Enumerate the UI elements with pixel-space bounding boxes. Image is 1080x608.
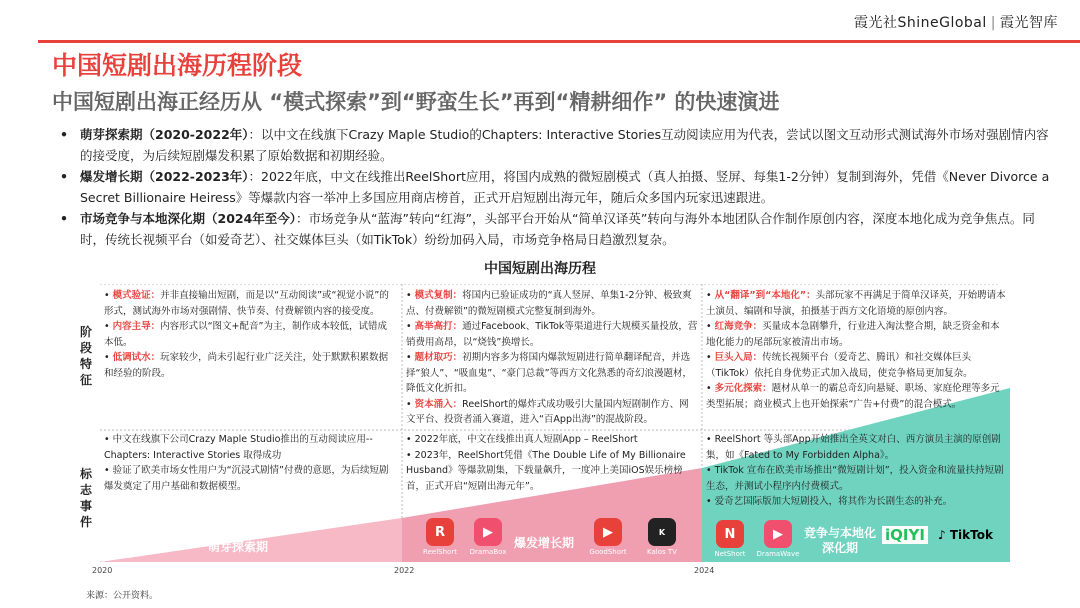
event-text: 2022年底，中文在线推出真人短剧App – ReelShort bbox=[414, 434, 638, 445]
dramabox-logo-icon: ▶ bbox=[474, 518, 502, 546]
bullet-item: • 爆发增长期（2022-2023年）：2022年底，中文在线推出ReelShort应用，将国内成熟的微短剧模式（真人拍摄、竖屏、每集1-2分钟）复制到海外，凭借《Never Divorce a Secret Billionaire Heiress》等爆款内容一举冲上多国应用商店榜首，正式开启短剧出海元年，随后众多国内玩家迅速跟进。 bbox=[60, 169, 1050, 205]
app-name: NetShort bbox=[714, 550, 746, 558]
feature-item: • 资本涌入：ReelShort的爆炸式成功吸引大量国内短剧制作方、网文平台、投资者涌入赛道，进入“百App出海”的混战阶段。 bbox=[406, 398, 689, 425]
timeline-title: 中国短剧出海历程 bbox=[484, 261, 596, 277]
row-label-features: 阶段特征 bbox=[79, 325, 92, 387]
feature-key: 模式验证： bbox=[112, 290, 161, 301]
feature-key: 资本涌入： bbox=[414, 398, 463, 410]
bullet-term: 萌芽探索期（2020-2022年） bbox=[80, 127, 249, 142]
feature-text: 头部玩家不再满足于简单汉译英，开始聘请本土演员、编剧和导演，拍摄基于西方文化语境的原创内容。 bbox=[706, 290, 1006, 317]
feature-key: 模式复制： bbox=[414, 290, 463, 301]
tiktok-logo-icon: ♪ TikTok bbox=[938, 528, 993, 542]
bullet-list bbox=[60, 124, 1050, 250]
feature-text: 玩家较少，尚未引起行业广泛关注，处于默默积累数据和经验的阶段。 bbox=[104, 352, 389, 379]
phase3-features bbox=[706, 288, 1006, 428]
bullet-text: ：以中文在线旗下Crazy Maple Studio的Chapters: Interactive Stories互动阅读应用为代表，尝试以图文互动形式测试海外市场对强剧情内容的接受度，为后续短剧爆发积累了原始数据和初期经验。 bbox=[80, 127, 1049, 163]
feature-key: 多元化探索： bbox=[714, 383, 772, 394]
phase1-features bbox=[104, 288, 396, 428]
event-text: ReelShort 等头部App开始推出全英文对白、西方演员主演的原创剧集，如《Fated to My Forbidden Alpha》。 bbox=[706, 434, 1001, 461]
event-item: • 爱奇艺国际版加大短剧投入，将其作为长剧生态的补充。 bbox=[706, 496, 953, 507]
feature-item: • 模式复制：将国内已验证成功的“真人竖屏、单集1-2分钟、极致爽点、付费解锁”的微短剧模式完整复制到海外。 bbox=[406, 290, 692, 317]
brand-header bbox=[854, 12, 1058, 32]
app-name: DramaBox bbox=[469, 548, 507, 556]
feature-text: 买量成本急剧攀升，行业进入淘汰整合期，缺乏资金和本地化能力的尾部玩家被清出市场。 bbox=[706, 321, 1000, 348]
app-name: DramaWave bbox=[756, 550, 800, 558]
feature-item: • 题材取巧：初期内容多为将国内爆款短剧进行简单翻译配音，并选择“狼人”、“吸血鬼”、“豪门总裁”等西方文化熟悉的奇幻浪漫题材，降低文化折扣。 bbox=[406, 352, 693, 394]
event-item: • TikTok 宣布在欧美市场推出“微短剧计划”，投入资金和流量扶持短剧生态，并测试小程序内付费模式。 bbox=[706, 465, 1004, 492]
feature-text: ReelShort的爆炸式成功吸引大量国内短剧制作方、网文平台、投资者涌入赛道，进入“百App出海”的混战阶段。 bbox=[406, 398, 689, 425]
phase2-name: 爆发增长期 bbox=[514, 536, 575, 550]
event-item: • 中文在线旗下公司Crazy Maple Studio推出的互动阅读应用--Chapters: Interactive Stories 取得成功 bbox=[104, 434, 373, 461]
phase3-name: 竞争与本地化深化期 bbox=[803, 526, 876, 555]
iqiyi-logo-icon: iQIYI bbox=[882, 526, 928, 544]
feature-item: • 巨头入局：传统长视频平台（爱奇艺、腾讯）和社交媒体巨头（TikTok）依托自身优势正式加入战局，使竞争格局更加复杂。 bbox=[706, 352, 973, 379]
event-item: • 验证了欧美市场女性用户为“沉浸式剧情”付费的意愿，为后续短剧爆发奠定了用户基础和数据模型。 bbox=[104, 465, 389, 492]
page-title: 中国短剧出海历程阶段 bbox=[52, 51, 303, 80]
feature-item: • 低调试水：玩家较少，尚未引起行业广泛关注，处于默默积累数据和经验的阶段。 bbox=[104, 352, 389, 379]
row-label-events: 标志事件 bbox=[79, 467, 92, 529]
brand-separator: | bbox=[990, 15, 996, 31]
reelshort-logo-icon: R bbox=[426, 518, 454, 546]
phase1-events bbox=[104, 432, 396, 532]
bullet-item: • 市场竞争与本地深化期（2024年至今）：市场竞争从“蓝海”转向“红海”，头部平台开始从“简单汉译英”转向与海外本地团队合作制作原创内容，深度本地化成为竞争焦点。同时，传统长视频平台（如爱奇艺）、社交媒体巨头（如TikTok）纷纷加码入局，市场竞争格局日趋激烈复杂。 bbox=[60, 211, 1035, 247]
event-text: TikTok 宣布在欧美市场推出“微短剧计划”，投入资金和流量扶持短剧生态，并测试小程序内付费模式。 bbox=[706, 465, 1004, 492]
bullet-item: • 萌芽探索期（2020-2022年）：以中文在线旗下Crazy Maple Studio的Chapters: Interactive Stories互动阅读应用为代表，尝试以图文互动形式测试海外市场对强剧情内容的接受度，为后续短剧爆发积累了原始数据和初期经验。 bbox=[60, 127, 1049, 163]
event-text: 中文在线旗下公司Crazy Maple Studio推出的互动阅读应用--Chapters: Interactive Stories 取得成功 bbox=[104, 434, 373, 461]
app-name: ReelShort bbox=[423, 548, 457, 556]
year-label: 2022 bbox=[394, 566, 415, 575]
bullet-text: ：市场竞争从“蓝海”转向“红海”，头部平台开始从“简单汉译英”转向与海外本地团队合作制作原创内容，深度本地化成为竞争焦点。同时，传统长视频平台（如爱奇艺）、社交媒体巨头（如TikTok）纷纷加码入局，市场竞争格局日趋激烈复杂。 bbox=[80, 211, 1035, 247]
bullet-term: 市场竞争与本地深化期（2024年至今） bbox=[80, 211, 297, 226]
feature-text: 题材从单一的霸总奇幻向悬疑、职场、家庭伦理等多元类型拓展；商业模式上也开始探索“广告+付费”的混合模式。 bbox=[706, 383, 1000, 410]
feature-text: 并非直接输出短剧，而是以“互动阅读”或“视觉小说”的形式，测试海外市场对强剧情、快节奏、付费解锁内容的接受度。 bbox=[104, 290, 389, 317]
feature-item: • 从“翻译”到“本地化”：头部玩家不再满足于简单汉译英，开始聘请本土演员、编剧和导演，拍摄基于西方文化语境的原创内容。 bbox=[706, 290, 1006, 317]
feature-key: 巨头入局： bbox=[714, 352, 763, 363]
phase3-events bbox=[706, 432, 1006, 532]
year-label: 2020 bbox=[92, 566, 113, 575]
feature-key: 红海竞争： bbox=[714, 321, 763, 332]
event-item: • 2023年，ReelShort凭借《The Double Life of My Billionaire Husband》等爆款剧集，下载量飙升，一度冲上美国iOS娱乐榜榜首，正式开启“短剧出海元年”。 bbox=[406, 449, 686, 492]
app-name: GoodShort bbox=[589, 548, 627, 556]
feature-text: 内容形式以“图文+配音”为主，制作成本较低，试错成本低。 bbox=[104, 321, 387, 348]
feature-key: 从“翻译”到“本地化”： bbox=[714, 290, 816, 301]
feature-key: 题材取巧： bbox=[414, 352, 463, 363]
feature-item: • 红海竞争：买量成本急剧攀升，行业进入淘汰整合期，缺乏资金和本地化能力的尾部玩家被清出市场。 bbox=[706, 321, 1000, 348]
phase1-name: 萌芽探索期 bbox=[208, 540, 269, 554]
feature-item: • 多元化探索：题材从单一的霸总奇幻向悬疑、职场、家庭伦理等多元类型拓展；商业模式上也开始探索“广告+付费”的混合模式。 bbox=[706, 383, 1000, 410]
tiktok-label: TikTok bbox=[949, 528, 993, 542]
netshort-logo-icon: N bbox=[716, 520, 744, 548]
feature-text: 初期内容多为将国内爆款短剧进行简单翻译配音，并选择“狼人”、“吸血鬼”、“豪门总裁”等西方文化熟悉的奇幻浪漫题材，降低文化折扣。 bbox=[406, 352, 693, 394]
brand-shineglobal: 霞光社ShineGlobal bbox=[853, 15, 987, 31]
feature-item: • 高举高打：通过Facebook、TikTok等渠道进行大规模买量投放，营销费用高昂，以“烧钱”换增长。 bbox=[406, 321, 698, 348]
feature-key: 高举高打： bbox=[414, 321, 463, 332]
feature-key: 内容主导： bbox=[112, 321, 161, 332]
brand-xiaguang: 霞光智库 bbox=[1000, 15, 1058, 31]
event-text: 爱奇艺国际版加大短剧投入，将其作为长剧生态的补充。 bbox=[714, 496, 953, 507]
feature-key: 低调试水： bbox=[112, 352, 161, 363]
source-note: 来源：公开资料。 bbox=[86, 591, 159, 601]
event-text: 验证了欧美市场女性用户为“沉浸式剧情”付费的意愿，为后续短剧爆发奠定了用户基础和数据模型。 bbox=[104, 465, 389, 492]
phase2-events bbox=[406, 432, 698, 532]
page-subtitle: 中国短剧出海正经历从 “模式探索”到“野蛮生长”再到“精耕细作” 的快速演进 bbox=[52, 90, 780, 114]
bullet-text: ：2022年底，中文在线推出ReelShort应用，将国内成熟的微短剧模式（真人拍摄、竖屏、每集1-2分钟）复制到海外，凭借《Never Divorce a Secret Billionaire Heiress》等爆款内容一举冲上多国应用商店榜首，正式开启短剧出海元年，随后众多国内玩家迅速跟进。 bbox=[80, 169, 1050, 205]
event-item: • 2022年底，中文在线推出真人短剧App – ReelShort bbox=[406, 434, 638, 445]
feature-item: • 模式验证：并非直接输出短剧，而是以“互动阅读”或“视觉小说”的形式，测试海外市场对强剧情、快节奏、付费解锁内容的接受度。 bbox=[104, 290, 389, 317]
event-text: 2023年，ReelShort凭借《The Double Life of My Billionaire Husband》等爆款剧集，下载量飙升，一度冲上美国iOS娱乐榜榜首，正式开启“短剧出海元年”。 bbox=[406, 449, 686, 492]
feature-text: 将国内已验证成功的“真人竖屏、单集1-2分钟、极致爽点、付费解锁”的微短剧模式完整复制到海外。 bbox=[406, 290, 692, 317]
year-label: 2024 bbox=[694, 566, 715, 575]
feature-text: 传统长视频平台（爱奇艺、腾讯）和社交媒体巨头（TikTok）依托自身优势正式加入战局，使竞争格局更加复杂。 bbox=[706, 352, 973, 379]
dramawave-logo-icon: ▶ bbox=[764, 520, 792, 548]
feature-item: • 内容主导：内容形式以“图文+配音”为主，制作成本较低，试错成本低。 bbox=[104, 321, 387, 348]
event-item: • ReelShort 等头部App开始推出全英文对白、西方演员主演的原创剧集，如《Fated to My Forbidden Alpha》。 bbox=[706, 434, 1001, 461]
goodshort-logo-icon: ▶ bbox=[594, 518, 622, 546]
timeline-panel bbox=[70, 284, 1010, 562]
feature-text: 通过Facebook、TikTok等渠道进行大规模买量投放，营销费用高昂，以“烧钱”换增长。 bbox=[406, 321, 698, 348]
phase2-features bbox=[406, 288, 698, 428]
kalos-logo-icon: K bbox=[648, 518, 676, 546]
bullet-term: 爆发增长期（2022-2023年） bbox=[80, 169, 249, 184]
app-name: Kalos TV bbox=[647, 548, 677, 556]
